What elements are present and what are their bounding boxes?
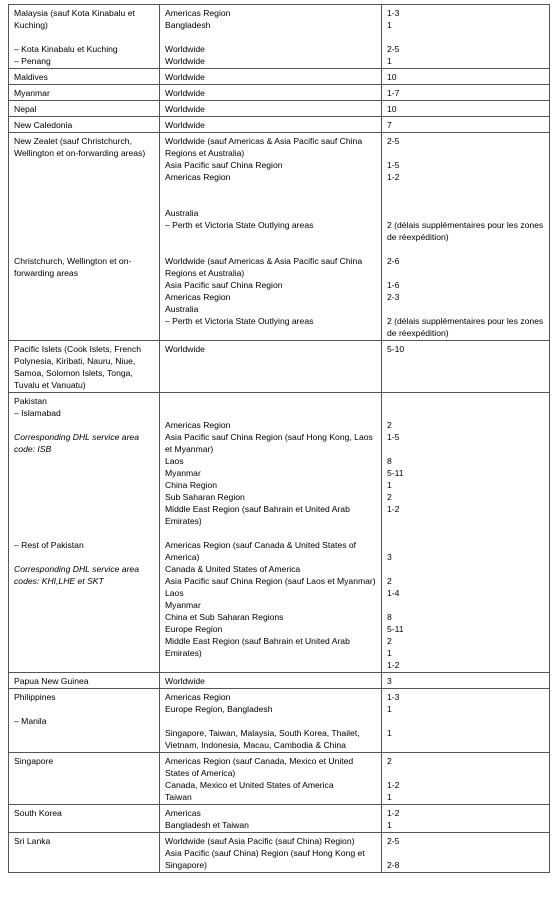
days-line: 8	[387, 456, 392, 466]
country-cell	[9, 101, 160, 117]
days-line	[387, 527, 545, 539]
days-line: 2-8	[387, 860, 400, 870]
days-line: 2	[387, 492, 392, 502]
region-line: Asia Pacific sauf China Region	[165, 160, 283, 170]
region-line: Middle East Region (sauf Bahrain et United Arab Emirates)	[165, 504, 353, 526]
region-line	[165, 183, 377, 195]
region-line: – Perth et Victoria State Outlying areas	[165, 220, 314, 230]
country-line	[14, 551, 155, 563]
days-line: 10	[387, 104, 397, 114]
region-line: Europe Region, Bangladesh	[165, 704, 273, 714]
days-line: 2	[387, 420, 392, 430]
country-line: Malaysia (sauf Kota Kinabalu et Kuching)	[14, 8, 138, 30]
days-line: 1	[387, 56, 392, 66]
country-line: – Kota Kinabalu et Kuching	[14, 44, 118, 54]
days-line: 1	[387, 20, 392, 30]
country-cell	[9, 805, 160, 833]
days-line	[387, 767, 545, 779]
days-line: 2 (délais supplémentaires pour les zones de réexpédition)	[387, 220, 546, 242]
region-line: Americas Region	[165, 420, 231, 430]
region-line: Myanmar	[165, 468, 201, 478]
region-line: Americas Region	[165, 8, 231, 18]
country-cell	[9, 833, 160, 873]
days-line	[387, 515, 545, 527]
region-line: Americas Region	[165, 172, 231, 182]
region-line: – Perth et Victoria State Outlying areas	[165, 316, 314, 326]
country-line	[14, 183, 155, 195]
service-table-body	[9, 5, 550, 873]
region-line: Worldwide	[165, 120, 205, 130]
region-cell	[160, 85, 382, 101]
days-line: 5-11	[387, 624, 404, 634]
country-cell	[9, 753, 160, 805]
region-cell	[160, 753, 382, 805]
country-line: New Zealet (sauf Christchurch, Wellington et on-forwarding areas)	[14, 136, 146, 158]
days-line: 2-5	[387, 836, 400, 846]
days-line	[387, 183, 545, 195]
region-line	[165, 715, 377, 727]
region-line: Americas Region (sauf Canada & United States of America)	[165, 540, 358, 562]
region-line	[165, 243, 377, 255]
country-line	[14, 219, 155, 231]
region-cell	[160, 805, 382, 833]
region-line: Asia Pacific sauf China Region (sauf Laos et Myanmar)	[165, 576, 376, 586]
region-line: Bangladesh et Taiwan	[165, 820, 249, 830]
country-line	[14, 479, 155, 491]
days-line: 1	[387, 792, 392, 802]
days-cell	[382, 753, 550, 805]
days-line: 1-3	[387, 692, 400, 702]
days-line: 2	[387, 576, 392, 586]
country-line	[14, 527, 155, 539]
region-line: Worldwide	[165, 88, 205, 98]
days-line	[387, 563, 545, 575]
country-cell	[9, 117, 160, 133]
country-cell	[9, 341, 160, 393]
country-line	[14, 503, 155, 515]
table-row	[9, 133, 550, 341]
days-cell	[382, 805, 550, 833]
table-row	[9, 341, 550, 393]
region-line: Bangladesh	[165, 20, 211, 30]
days-line: 1	[387, 480, 392, 490]
country-line	[14, 195, 155, 207]
country-cell	[9, 69, 160, 85]
days-cell	[382, 69, 550, 85]
region-line: Laos	[165, 456, 184, 466]
country-line	[14, 207, 155, 219]
days-line: 10	[387, 72, 397, 82]
region-cell	[160, 69, 382, 85]
days-line: 1-2	[387, 172, 400, 182]
country-line: South Korea	[14, 808, 62, 818]
region-cell	[160, 133, 382, 341]
table-row	[9, 805, 550, 833]
country-cell	[9, 85, 160, 101]
region-line: Singapore, Taiwan, Malaysia, South Korea, Thailet, Vietnam, Indonesia, Macau, Cambodia & China	[165, 728, 362, 750]
region-line: Worldwide (sauf Americas & Asia Pacific sauf China Regions et Australia)	[165, 256, 365, 278]
region-line: Americas	[165, 808, 201, 818]
country-line	[14, 455, 155, 467]
table-row	[9, 101, 550, 117]
region-line: Taiwan	[165, 792, 192, 802]
country-line: Philippines	[14, 692, 56, 702]
table-row	[9, 753, 550, 805]
days-line: 2-6	[387, 256, 400, 266]
days-line	[387, 147, 545, 159]
region-cell	[160, 341, 382, 393]
days-line: 1-2	[387, 780, 400, 790]
days-line	[387, 195, 545, 207]
region-line: Americas Region	[165, 292, 231, 302]
table-row	[9, 393, 550, 673]
region-line: China Region	[165, 480, 218, 490]
country-line	[14, 159, 155, 171]
days-cell	[382, 393, 550, 673]
days-line: 1-4	[387, 588, 400, 598]
country-cell	[9, 5, 160, 69]
days-line: 2	[387, 756, 392, 766]
table-row	[9, 117, 550, 133]
days-cell	[382, 673, 550, 689]
days-line	[387, 395, 545, 407]
days-line	[387, 443, 545, 455]
country-line: – Islamabad	[14, 408, 61, 418]
days-line: 1-5	[387, 160, 400, 170]
country-cell	[9, 393, 160, 673]
days-cell	[382, 101, 550, 117]
days-cell	[382, 833, 550, 873]
country-line: Pakistan	[14, 396, 47, 406]
days-line: 1-7	[387, 88, 400, 98]
region-line: Asia Pacific sauf China Region (sauf Hong Kong, Laos et Myanmar)	[165, 432, 376, 454]
days-line: 2-5	[387, 44, 400, 54]
table-row	[9, 689, 550, 753]
days-line: 2	[387, 636, 392, 646]
country-line: Christchurch, Wellington et on-forwarding areas	[14, 256, 132, 278]
region-cell	[160, 393, 382, 673]
country-line	[14, 243, 155, 255]
days-line: 1	[387, 728, 392, 738]
region-line: Australia	[165, 304, 199, 314]
region-line: Worldwide (sauf Asia Pacific (sauf China) Region)	[165, 836, 355, 846]
days-cell	[382, 117, 550, 133]
country-line: Maldives	[14, 72, 48, 82]
country-line: Myanmar	[14, 88, 50, 98]
region-line: Worldwide	[165, 44, 205, 54]
days-line: 1-3	[387, 8, 400, 18]
region-line: China et Sub Saharan Regions	[165, 612, 284, 622]
days-cell	[382, 341, 550, 393]
days-line: 1	[387, 704, 392, 714]
days-line	[387, 539, 545, 551]
country-line	[14, 703, 155, 715]
country-line: Nepal	[14, 104, 37, 114]
country-line: Sri Lanka	[14, 836, 51, 846]
days-cell	[382, 5, 550, 69]
days-line: 1	[387, 820, 392, 830]
region-cell	[160, 5, 382, 69]
country-cell	[9, 673, 160, 689]
country-line: – Rest of Pakistan	[14, 540, 84, 550]
region-line: Americas Region	[165, 692, 231, 702]
service-table	[8, 4, 550, 873]
region-line: Laos	[165, 588, 184, 598]
days-line	[387, 207, 545, 219]
region-line: Sub Saharan Region	[165, 492, 245, 502]
country-line	[14, 419, 155, 431]
region-line	[165, 527, 377, 539]
days-line: 1-6	[387, 280, 400, 290]
table-row	[9, 673, 550, 689]
region-line: Canada, Mexico et United States of America	[165, 780, 334, 790]
region-line: Myanmar	[165, 600, 201, 610]
country-line: – Penang	[14, 56, 51, 66]
country-line: New Caledonia	[14, 120, 73, 130]
days-line: 1-2	[387, 504, 400, 514]
days-line: 8	[387, 612, 392, 622]
country-line: Papua New Guinea	[14, 676, 89, 686]
region-line	[165, 231, 377, 243]
days-line: 2-5	[387, 136, 400, 146]
days-line	[387, 715, 545, 727]
region-line: Worldwide	[165, 72, 205, 82]
days-line: 7	[387, 120, 392, 130]
table-row	[9, 5, 550, 69]
region-line: Asia Pacific sauf China Region	[165, 280, 283, 290]
region-line: Worldwide (sauf Americas & Asia Pacific sauf China Regions et Australia)	[165, 136, 365, 158]
days-line: 2 (délais supplémentaires pour les zones de réexpédition)	[387, 316, 546, 338]
region-line	[165, 31, 377, 43]
region-line: Canada & United States of America	[165, 564, 301, 574]
days-line: 1-5	[387, 432, 400, 442]
days-line	[387, 407, 545, 419]
days-line	[387, 267, 545, 279]
country-line: Singapore	[14, 756, 54, 766]
country-line: Corresponding DHL service area codes: KHI,LHE et SKT	[14, 564, 142, 586]
country-line	[14, 231, 155, 243]
days-cell	[382, 133, 550, 341]
days-line: 1-2	[387, 808, 400, 818]
region-line: Australia	[165, 208, 199, 218]
table-row	[9, 833, 550, 873]
region-line: Worldwide	[165, 104, 205, 114]
days-line	[387, 599, 545, 611]
country-line	[14, 515, 155, 527]
region-line	[165, 395, 377, 407]
region-line	[165, 195, 377, 207]
days-line: 3	[387, 676, 392, 686]
table-row	[9, 85, 550, 101]
table-row	[9, 69, 550, 85]
days-cell	[382, 85, 550, 101]
country-line: – Manila	[14, 716, 47, 726]
region-line: Asia Pacific (sauf China) Region (sauf Hong Kong et Singapore)	[165, 848, 368, 870]
country-line: Corresponding DHL service area code: ISB	[14, 432, 142, 454]
region-cell	[160, 101, 382, 117]
days-line: 1	[387, 648, 392, 658]
days-cell	[382, 689, 550, 753]
country-cell	[9, 133, 160, 341]
country-line	[14, 31, 155, 43]
region-line: Worldwide	[165, 56, 205, 66]
country-line: Pacific Islets (Cook Islets, French Polynesia, Kiribati, Nauru, Niue, Samoa, Solomon Islets, Tonga, Tuvalu et Vanuatu)	[14, 344, 144, 390]
country-cell	[9, 689, 160, 753]
days-line	[387, 303, 545, 315]
days-line	[387, 847, 545, 859]
days-line: 5-10	[387, 344, 405, 354]
region-line: Worldwide	[165, 676, 205, 686]
days-line: 2-3	[387, 292, 400, 302]
region-line: Americas Region (sauf Canada, Mexico et United States of America)	[165, 756, 356, 778]
region-line: Europe Region	[165, 624, 223, 634]
country-line	[14, 491, 155, 503]
country-line	[14, 467, 155, 479]
days-line: 1-2	[387, 660, 400, 670]
region-cell	[160, 117, 382, 133]
days-line: 3	[387, 552, 392, 562]
region-line: Middle East Region (sauf Bahrain et United Arab Emirates)	[165, 636, 353, 658]
region-line: Worldwide	[165, 344, 205, 354]
region-cell	[160, 833, 382, 873]
days-line	[387, 31, 545, 43]
days-line: 5-11	[387, 468, 404, 478]
days-line	[387, 243, 545, 255]
country-line	[14, 171, 155, 183]
region-cell	[160, 689, 382, 753]
region-line	[165, 407, 377, 419]
region-cell	[160, 673, 382, 689]
